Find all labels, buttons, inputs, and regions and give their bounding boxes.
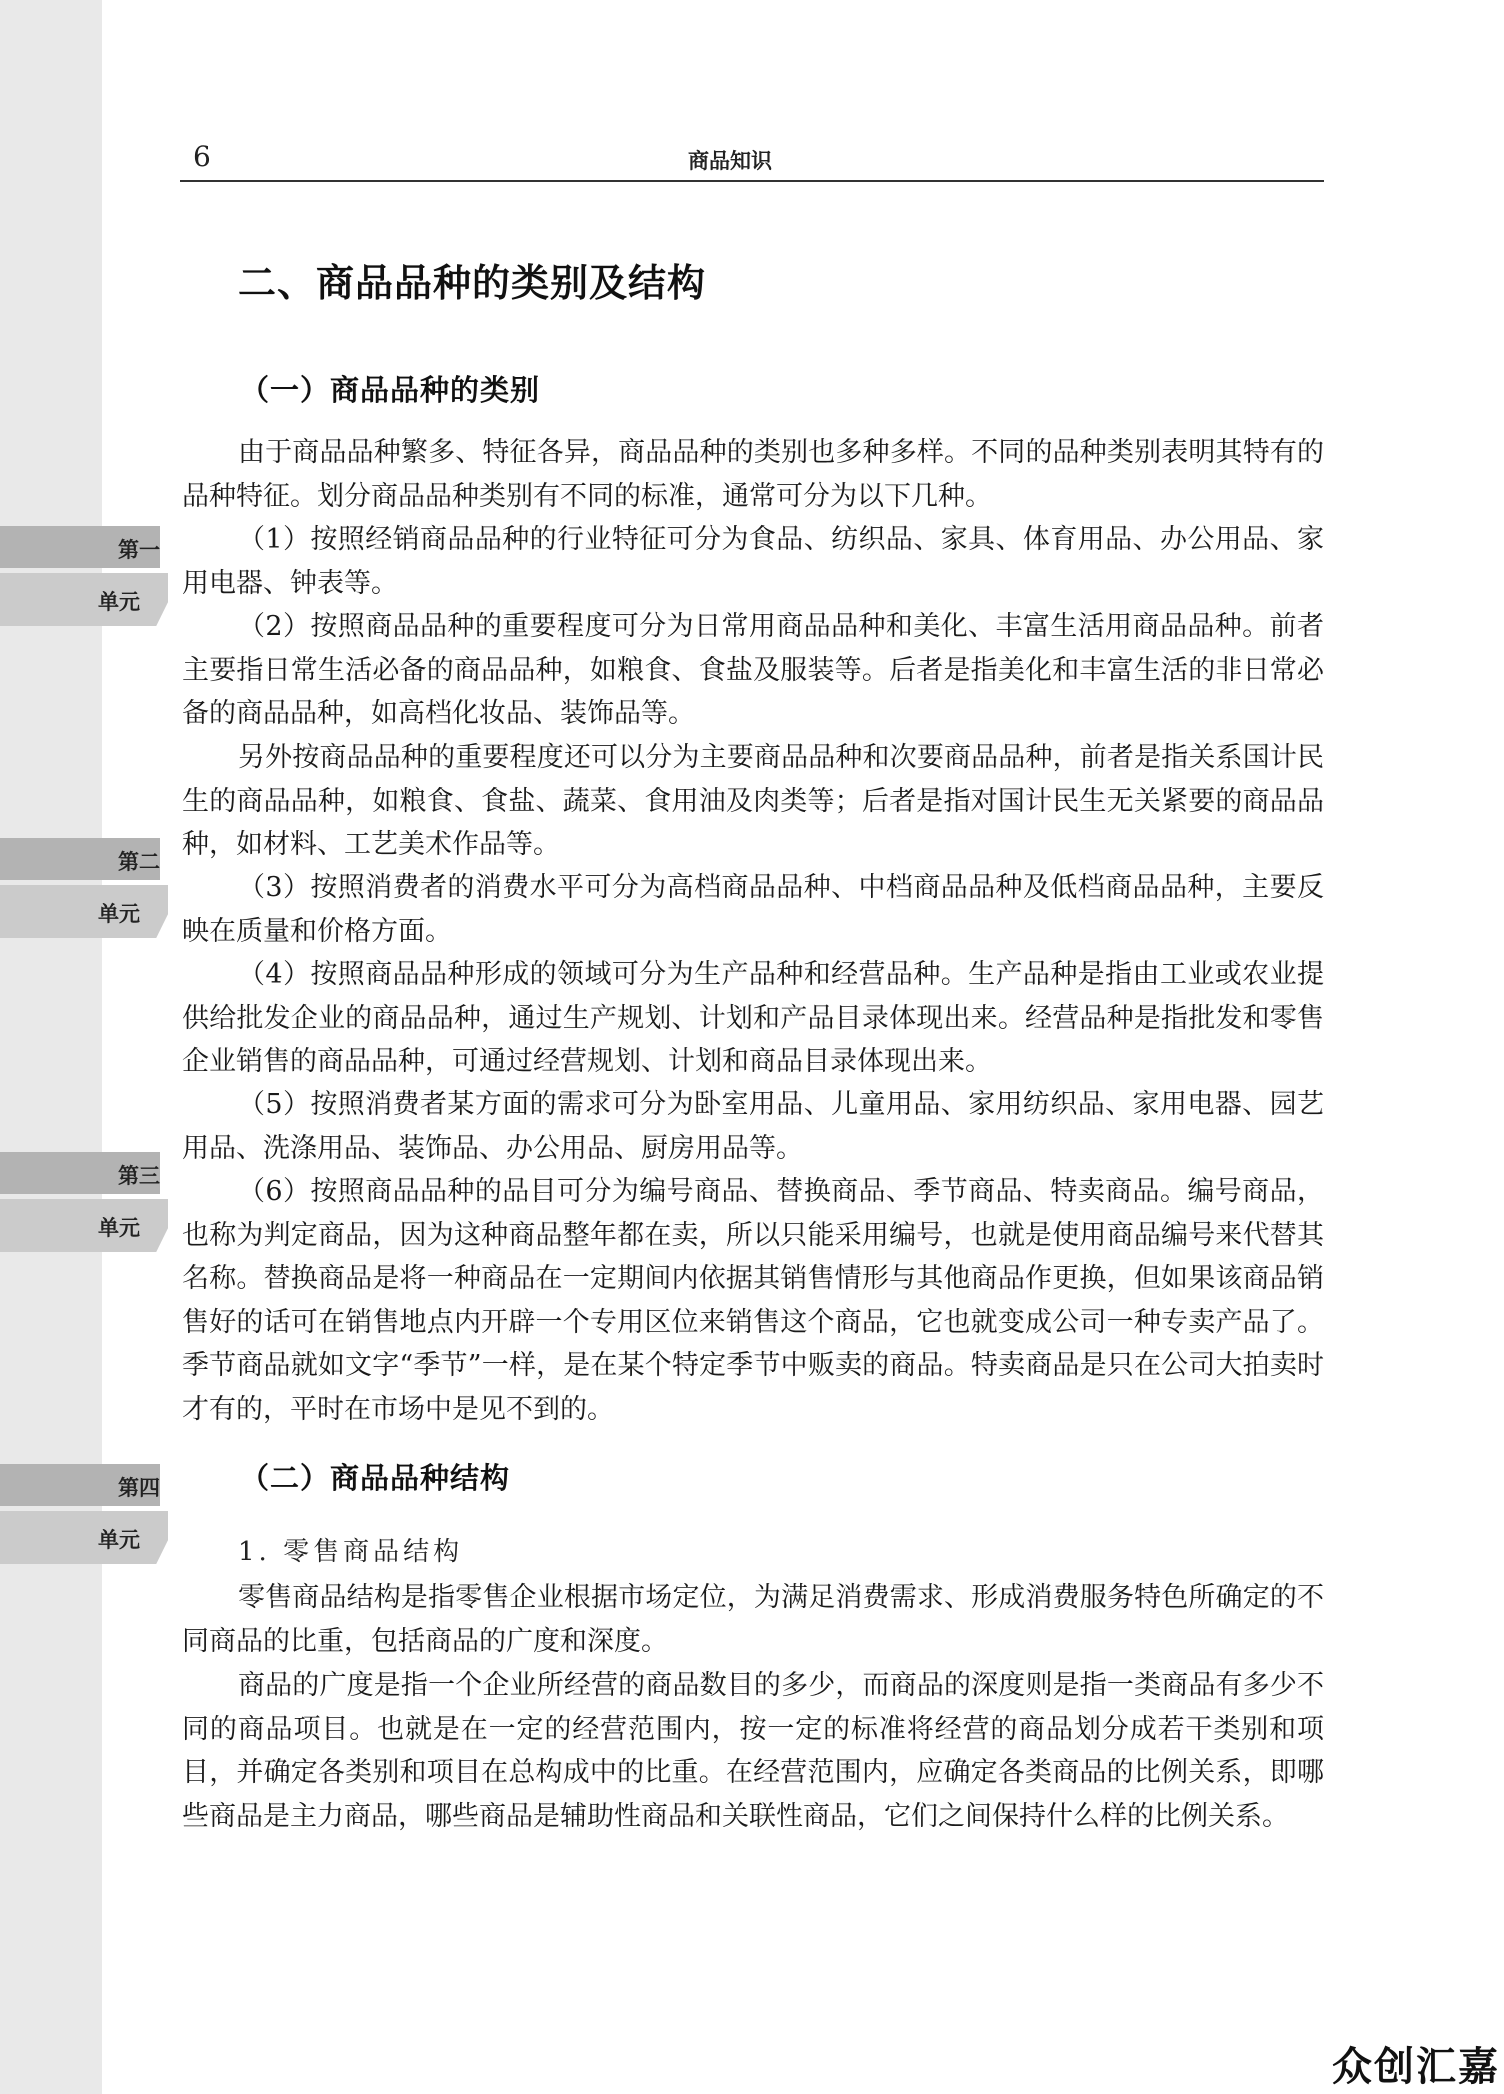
running-header-title: 商品知识	[688, 149, 772, 173]
paragraph: 另外按商品品种的重要程度还可以分为主要商品品种和次要商品品种，前者是指关系国计民生的商品品种，如粮食、食盐、蔬菜、食用油及肉类等；后者是指对国计民生无关紧要的商品品种，如材料、工艺美术作品等。	[182, 742, 1324, 860]
paragraph: （1）按照经销商品品种的行业特征可分为食品、纺织品、家具、体育用品、办公用品、家用电器、钟表等。	[182, 524, 1324, 599]
paragraph: 商品的广度是指一个企业所经营的商品数目的多少，而商品的深度则是指一类商品有多少不同的商品项目。也就是在一定的经营范围内，按一定的标准将经营的商品划分成若干类别和项目，并确定各类别和项目在总构成中的比重。在经营范围内，应确定各类商品的比例关系，即哪些商品是主力商品，哪些商品是辅助性商品和关联性商品，它们之间保持什么样的比例关系。	[182, 1670, 1324, 1832]
paragraph: （2）按照商品品种的重要程度可分为日常用商品品种和美化、丰富生活用商品品种。前者主要指日常生活必备的商品品种，如粮食、食盐及服装等。后者是指美化和丰富生活的非日常必备的商品品种，如高档化妆品、装饰品等。	[182, 611, 1324, 729]
watermark-logo: 众创汇嘉	[1332, 2044, 1500, 2090]
unit-tab-4[interactable]	[0, 1464, 170, 1564]
paragraph: （3）按照消费者的消费水平可分为高档商品品种、中档商品品种及低档商品品种，主要反映在质量和价格方面。	[182, 872, 1324, 947]
unit-tab-label: 第二	[118, 850, 160, 874]
unit-tab-label: 第三	[118, 1164, 160, 1188]
unit-tab-label: 第一	[118, 538, 160, 562]
page-number: 6	[193, 140, 211, 173]
unit-tab-label: 第四	[118, 1476, 160, 1500]
subsection-title-1: （一）商品品种的类别	[240, 373, 541, 407]
paragraph: （6）按照商品品种的品目可分为编号商品、替换商品、季节商品、特卖商品。编号商品，也称为判定商品，因为这种商品整年都在卖，所以只能采用编号，也就是使用商品编号来代替其名称。替换商品是将一种商品在一定期间内依据其销售情形与其他商品作更换，但如果该商品销售好的话可在销售地点内开辟一个专用区位来销售这个商品，它也就变成公司一种专卖产品了。季节商品就如文字“季节”一样，是在某个特定季节中贩卖的商品。特卖商品是只在公司大拍卖时才有的，平时在市场中是见不到的。	[182, 1176, 1324, 1425]
subsection-title-2: （二）商品品种结构	[240, 1461, 511, 1495]
left-margin-band	[0, 0, 102, 2094]
unit-tab-label: 单元	[98, 902, 140, 926]
unit-tab-1[interactable]	[0, 526, 170, 626]
paragraph: （4）按照商品品种形成的领域可分为生产品种和经营品种。生产品种是指由工业或农业提供给批发企业的商品品种，通过生产规划、计划和产品目录体现出来。经营品种是指批发和零售企业销售的商品品种，可通过经营规划、计划和商品目录体现出来。	[182, 959, 1324, 1077]
unit-tab-label: 单元	[98, 590, 140, 614]
paragraph: （5）按照消费者某方面的需求可分为卧室用品、儿童用品、家用纺织品、家用电器、园艺用品、洗涤用品、装饰品、办公用品、厨房用品等。	[182, 1089, 1324, 1164]
unit-tab-label: 单元	[98, 1216, 140, 1240]
unit-tab-3[interactable]	[0, 1152, 170, 1252]
item-title: 1. 零售商品结构	[238, 1537, 464, 1567]
paragraph: 由于商品品种繁多、特征各异，商品品种的类别也多种多样。不同的品种类别表明其特有的品种特征。划分商品品种类别有不同的标准，通常可分为以下几种。	[182, 437, 1324, 512]
unit-tab-label: 单元	[98, 1528, 140, 1552]
paragraph: 零售商品结构是指零售企业根据市场定位，为满足消费需求、形成消费服务特色所确定的不同商品的比重，包括商品的广度和深度。	[182, 1582, 1324, 1657]
section-title: 二、商品品种的类别及结构	[238, 261, 707, 305]
unit-tab-2[interactable]	[0, 838, 170, 938]
header-rule	[180, 180, 1324, 182]
